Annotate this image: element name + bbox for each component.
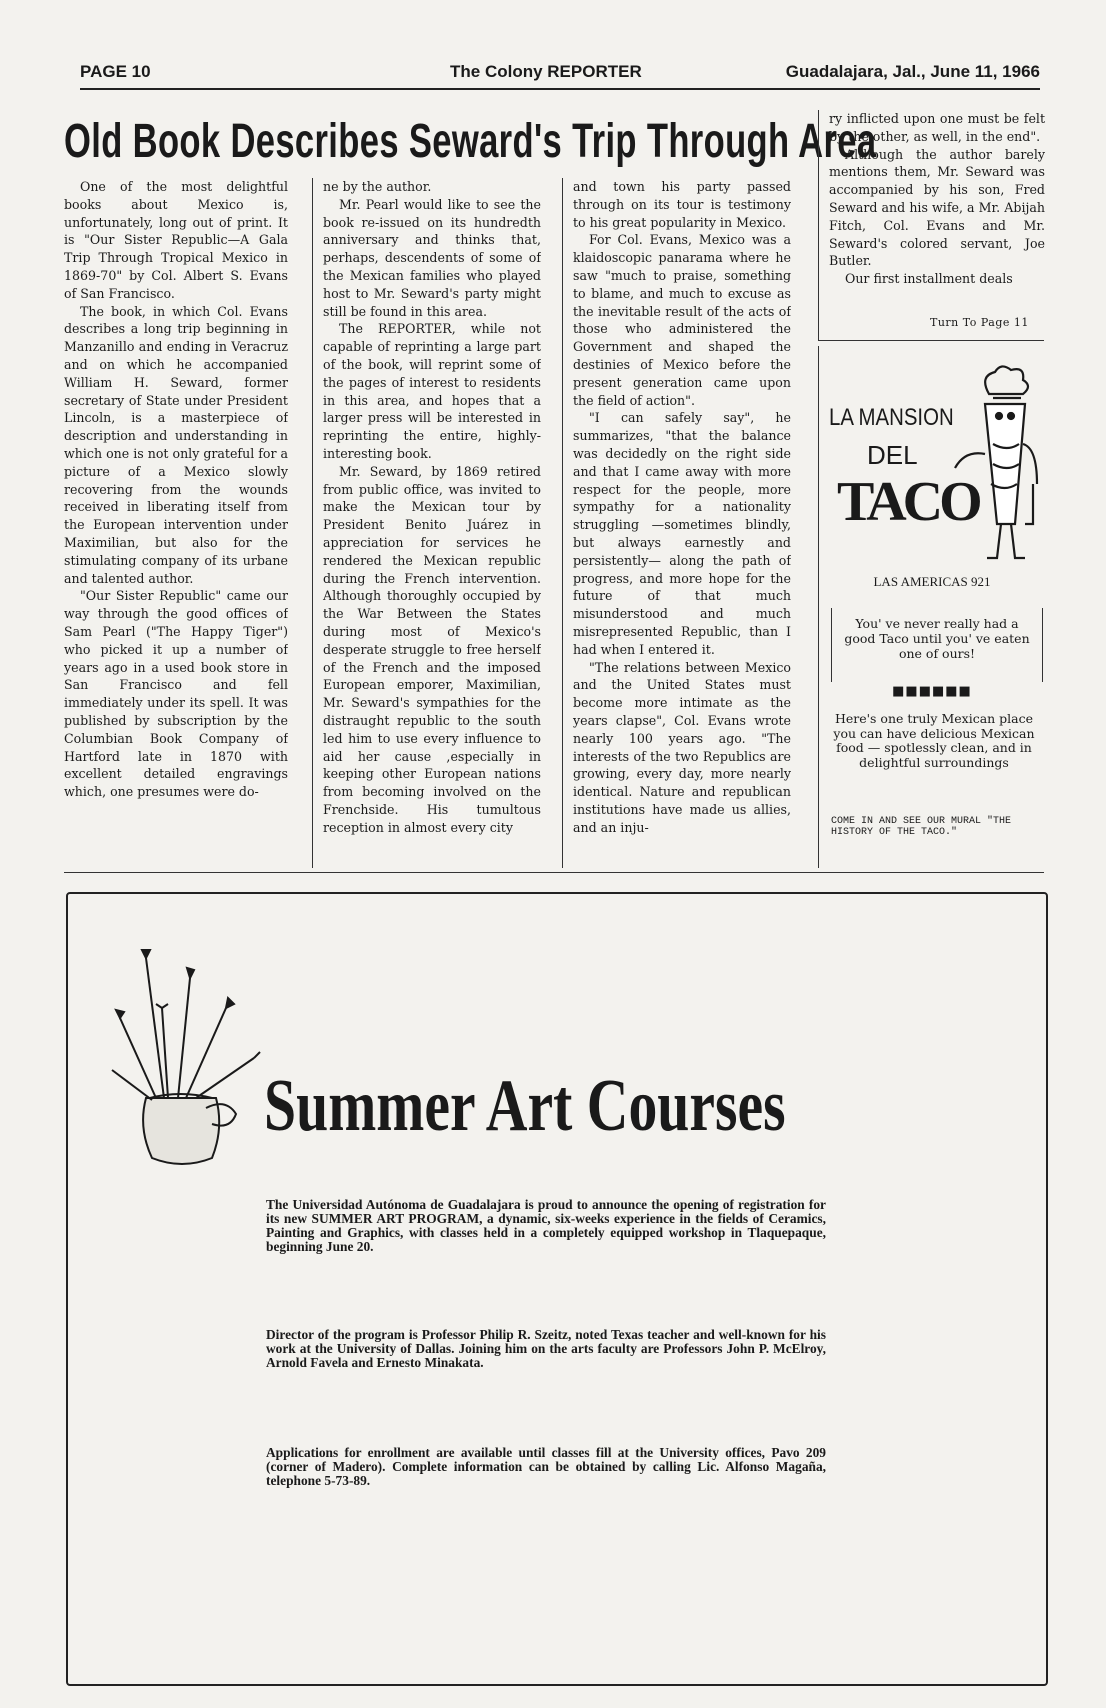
masthead bbox=[80, 58, 1040, 90]
article-headline: Old Book Describes Seward's Trip Through Area bbox=[64, 115, 877, 168]
paragraph: Mr. Seward, by 1869 retired from public office, was invited to make the Mexican tour by President Benito Juárez in appreciation for services he rendered the Mexican republic during the French intervention. Although thoroughly occupied by the War Between the States during most of Mexico's desperate struggle to free herself of the French and the imposed European emporer, Maximilian, Mr. Seward's sympathies for the distraught republic to the south led him to use every influence to aid her cause ,especially in keeping other European nations from becoming involved on the Frenchside. His tumultous reception in almost every city bbox=[323, 463, 541, 835]
ad-mural-text: COME IN AND SEE OUR MURAL "THE HISTORY OF THE TACO." bbox=[831, 816, 1012, 838]
article-column-3 bbox=[562, 178, 791, 868]
paragraph: The REPORTER, while not capable of reprinting a large part of the book, will reprint some of the pages of interest to residents in this area, and hopes that a larger press will be interested in reprinting the entire, highly-interesting book. bbox=[323, 321, 541, 461]
article-column-2 bbox=[312, 178, 541, 868]
paragraph: "I can safely say", he summarizes, "that the balance was decidedly on the right side and that I came away with more respect for the people, more sympathy for a nationality struggling —sometimes blindly, but always earnestly and persistently— along the path of progress, and more hope for the future of that much misunderstood and much misrepresented Republic, than I had when I entered it. bbox=[573, 410, 791, 657]
paragraph: Although the author barely mentions them, Mr. Seward was accompanied by his son, Fred Seward and his wife, a Mr. Abijah Fitch, Col. Evans and Mr. Seward's colored servant, Joe Butler. bbox=[829, 146, 1045, 269]
paragraph: For Col. Evans, Mexico was a klaidoscopic panarama where he saw "much to praise, something to blame, and much to excuse as the inevitable result of the acts of those who administered the Government and shaped the destinies of Mexico before the present generation came upon the field of action". bbox=[573, 232, 791, 408]
dateline: Guadalajara, Jal., June 11, 1966 bbox=[785, 62, 1040, 81]
art-ad-paragraph-1: The Universidad Autónoma de Guadalajara is proud to announce the opening of registration for its new SUMMER ART PROGRAM, a dynamic, six-weeks experience in the fields of Ceramics, Painting and Graphics, with classes held in a completely equipped workshop in Tlaquepaque, beginning June 20. bbox=[266, 1197, 826, 1254]
brushes-in-jar-illustration-icon bbox=[106, 948, 266, 1178]
paragraph: The book, in which Col. Evans describes a long trip beginning in Manzanillo and ending in Veracruz and on which he accompanied William H. Seward, former secretary of State under President Lincoln, is a masterpiece of description and understanding in which one is not only grateful for a picture of a Mexico slowly recovering from the wounds received in liberating itself from the European intervention under Maximilian, but also for the stimulating company of its urbane and talented author. bbox=[64, 303, 288, 586]
taco-advertisement bbox=[818, 346, 1045, 868]
divider bbox=[64, 872, 1044, 873]
ad-name-line1: LA MANSION bbox=[829, 404, 954, 431]
page-number: PAGE 10 bbox=[80, 62, 151, 81]
art-ad-paragraph-3: Applications for enrollment are available until classes fill at the University offices, Pavo 209 (corner of Madero). Complete information can be obtained by calling Lic. Alfonso Magaña, telephone 5-73-89. bbox=[266, 1445, 826, 1488]
newspaper-name: The Colony REPORTER bbox=[450, 62, 642, 81]
ad-name-line3: TACO bbox=[837, 471, 979, 533]
ad-dots-ornament: ■■■■■■ bbox=[892, 684, 972, 699]
ad-address: LAS AMERICAS 921 bbox=[873, 574, 991, 589]
paragraph: ne by the author. bbox=[323, 179, 432, 194]
paragraph: and town his party passed through on its tour is testimony to his great popularity in Mexico. bbox=[573, 179, 791, 230]
ad-body-text: Here's one truly Mexican place you can have delicious Mexican food — spotlessly clean, and in delightful surroundings bbox=[833, 711, 1035, 770]
ad-slogan-box bbox=[831, 608, 1043, 682]
art-ad-title: Summer Art Courses bbox=[264, 1065, 786, 1147]
divider bbox=[818, 340, 1044, 341]
paragraph: ry inflicted upon one must be felt by the other, as well, in the end". bbox=[829, 111, 1045, 144]
paragraph: "Our Sister Republic" came our way through the good offices of Sam Pearl ("The Happy Tiger") who picked it up a number of years ago in a used book store in San Francisco and fell immediately under its spell. It was published by subscription by the Columbian Book Company of Hartford late in 1870 with excellent detailed engravings which, one presumes were do- bbox=[64, 588, 288, 800]
paragraph: Mr. Pearl would like to see the book re-issued on its hundredth anniversary and thinks that, perhaps, descendents of some of the Mexican families who played host to Mr. Seward's party might still be found in this area. bbox=[323, 196, 541, 319]
paragraph: Our first installment deals bbox=[845, 271, 1013, 287]
paragraph: One of the most delightful books about Mexico is, unfortunately, long out of print. It is "Our Sister Republic—A Gala Trip Through Tropical Mexico in 1869-70" by Col. Albert S. Evans of San Francisco. bbox=[64, 179, 288, 301]
chef-taco-illustration-icon bbox=[949, 364, 1043, 564]
paragraph: "The relations between Mexico and the United States must become more intimate as the years clapse", Col. Evans wrote nearly 100 years ago. "The interests of the two Republics are growing, every day, more nearly identical. Nature and republican institutions have made us allies, and an inju- bbox=[573, 659, 791, 835]
art-ad-paragraph-2: Director of the program is Professor Philip R. Szeitz, noted Texas teacher and well-known for his work at the University of Dallas. Joining him on the arts faculty are Professors John P. McElroy, Arnold Favela and Ernesto Minakata. bbox=[266, 1327, 826, 1370]
continuation-note: Turn To Page 11 bbox=[930, 316, 1029, 329]
ad-slogan: You' ve never really had a good Taco until you' ve eaten one of ours! bbox=[844, 616, 1030, 661]
article-column-4 bbox=[818, 110, 1045, 340]
article-column-1 bbox=[64, 178, 288, 868]
ad-name-line2: DEL bbox=[867, 440, 918, 470]
